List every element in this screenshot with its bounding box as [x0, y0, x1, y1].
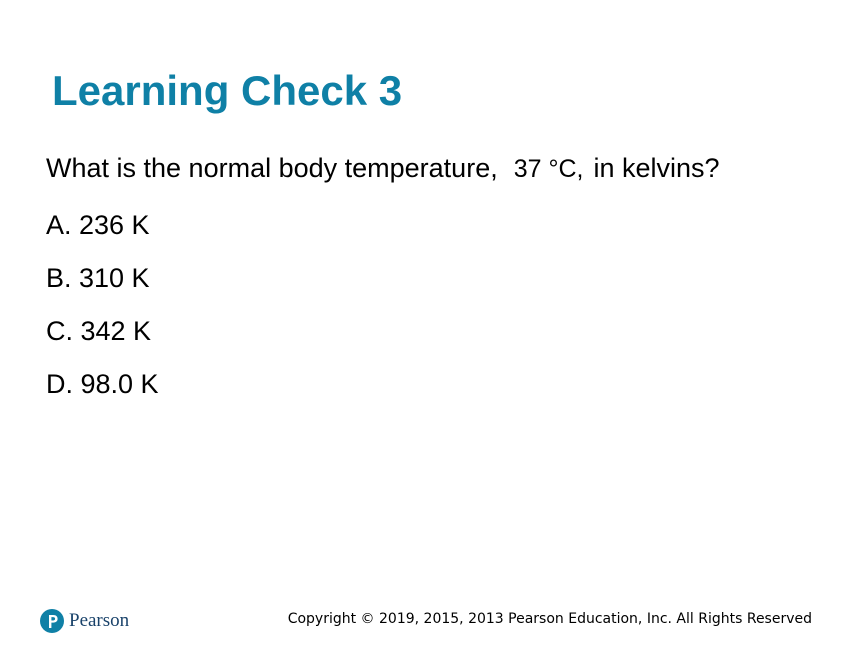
- copyright-notice: Copyright © 2019, 2015, 2013 Pearson Education, Inc. All Rights Reserved: [287, 611, 812, 627]
- question-text-before: What is the normal body temperature,: [46, 153, 498, 183]
- choice-b[interactable]: B. 310 K: [46, 263, 150, 293]
- pearson-logo-icon: [40, 609, 64, 633]
- choice-d[interactable]: D. 98.0 K: [46, 369, 159, 399]
- question-text: [46, 150, 720, 187]
- pearson-wordmark: Pearson: [69, 610, 130, 631]
- choice-c[interactable]: C. 342 K: [46, 316, 152, 346]
- slide-title: Learning Check 3: [52, 67, 403, 114]
- answer-choices: [46, 207, 159, 419]
- pearson-logo: [40, 606, 129, 636]
- temperature-value: 37 °C,: [513, 155, 584, 183]
- choice-a[interactable]: A. 236 K: [46, 210, 150, 240]
- question-text-after: in kelvins?: [593, 153, 720, 183]
